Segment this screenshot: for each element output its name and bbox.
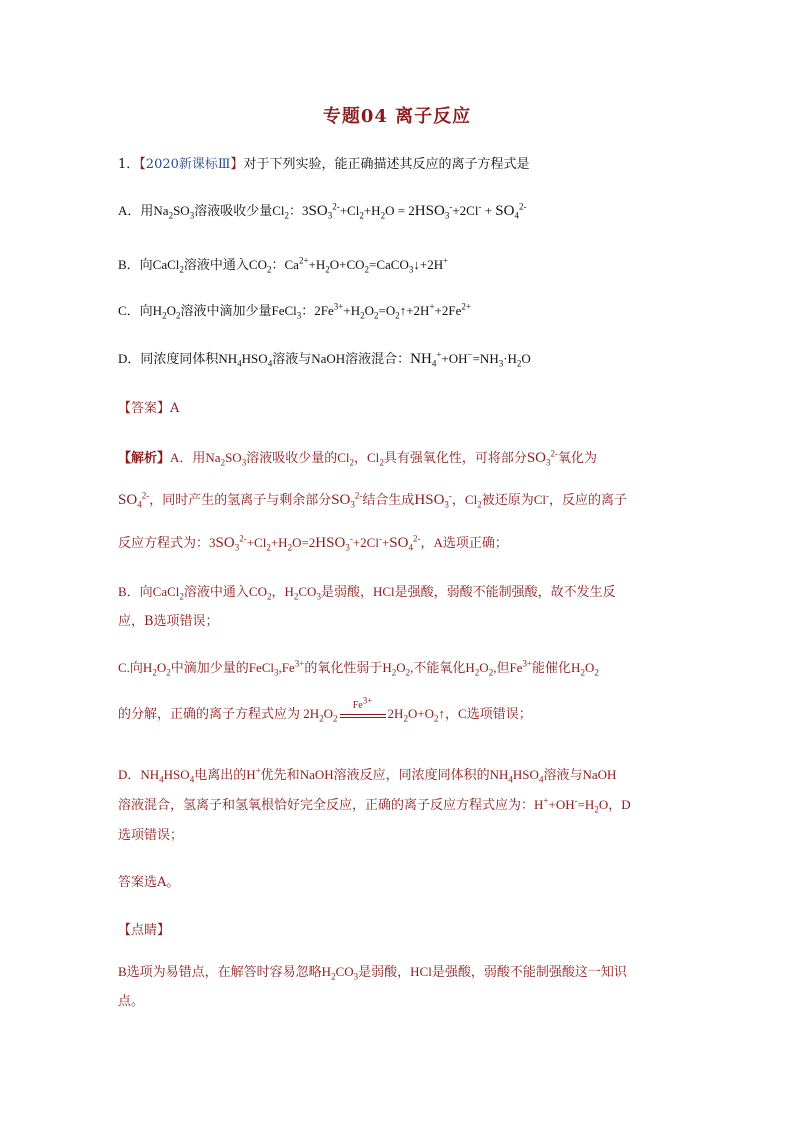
analysis-line-7: 的分解，正确的离子方程式应为 $2H_2O_2$ $Fe^{3+}$ $2H_2O+O_2↑$，C选项错误； <box>118 695 532 724</box>
analysis-line-5: 应，B选项错误； <box>118 614 219 629</box>
analysis-conclusion: 答案选A。 <box>118 875 180 890</box>
analysis-line-4: B．向CaCl$_2$溶液中通入$CO_2$，$H_2CO_3$是弱酸，HCl是强酸，弱酸不能制强酸，故不发生反 <box>118 584 616 602</box>
option-a: A．用$Na_2SO_3$溶液吸收少量$Cl_2$：$3SO_3^{2-}+Cl_2+H_2O = 2HSO_3^-+2Cl^- + SO_4^{2-}$ <box>118 201 527 221</box>
option-d: D．同浓度同体积$NH_4HSO_4$溶液与NaOH溶液混合：$NH_4^++OH^-=NH_3\cdot H_2O$ <box>118 349 531 369</box>
page-title: 专题04 离子反应 <box>322 106 472 127</box>
analysis-line-2: $SO_4^{2-}$，同时产生的氢离子与剩余部分$SO_3^{2-}$结合生成$HSO_3^-$，$Cl_2$被还原为Cl-，反应的离子 <box>118 490 628 510</box>
option-b: B．向CaCl$_2$溶液中通入$CO_2$：$Ca^{2+}+H_2O+CO_2=CaCO_3↓+2H^+$ <box>118 255 449 275</box>
catalyst-arrow: $Fe^{3+}$ <box>340 708 386 722</box>
analysis-line-6: C.向$H_2O_2$中滴加少量的$FeCl_3,Fe^{3+}$的氧化性弱于$H_2O_2$,不能氧化$H_2O_2$,但$Fe^{3+}$能催化$H_2O_2$ <box>118 658 599 678</box>
answer-label: 【答案】A <box>118 401 180 416</box>
question-number: 1． <box>118 157 140 172</box>
source-tag: 2020新课标Ⅲ <box>145 157 231 172</box>
analysis-line-1: 【解析】A．用$Na_2SO_3$溶液吸收少量的$Cl_2$，$Cl_2$具有强氧化性，可将部分$SO_3^{2-}$氧化为 <box>118 448 598 468</box>
analysis-line-10: 选项错误； <box>118 828 184 843</box>
question-stem: 1．【2020新课标Ⅲ】对于下列实验，能正确描述其反应的离子方程式是 <box>118 157 530 172</box>
option-c: C．向$H_2O_2$溶液中滴加少量FeCl$_3$：$2Fe^{3+}+H_2O_2=O_2↑+2H^++2Fe^{2+}$ <box>118 301 471 321</box>
analysis-line-3: 反应方程式为：$3SO_3^{2-}+Cl_2+H_2O=2HSO_3^-+2Cl^-+SO_4^{2-}$，A选项正确； <box>118 533 508 553</box>
tip-line-2: 点。 <box>118 994 145 1009</box>
tip-label: 【点睛】 <box>118 923 171 938</box>
analysis-line-8: D．$NH_4HSO_4$电离出的H+优先和NaOH溶液反应，同浓度同体积的$NH_4HSO_4$溶液与NaOH <box>118 765 617 785</box>
tip-line-1: B选项为易错点，在解答时容易忽略$H_2CO_3$是弱酸，HCl是强酸，弱酸不能制强酸这一知识 <box>118 964 627 982</box>
analysis-line-9: 溶液混合，氢离子和氢氧根恰好完全反应，正确的离子反应方程式应为：$H^++OH^-=H_2O$，D <box>118 795 631 815</box>
